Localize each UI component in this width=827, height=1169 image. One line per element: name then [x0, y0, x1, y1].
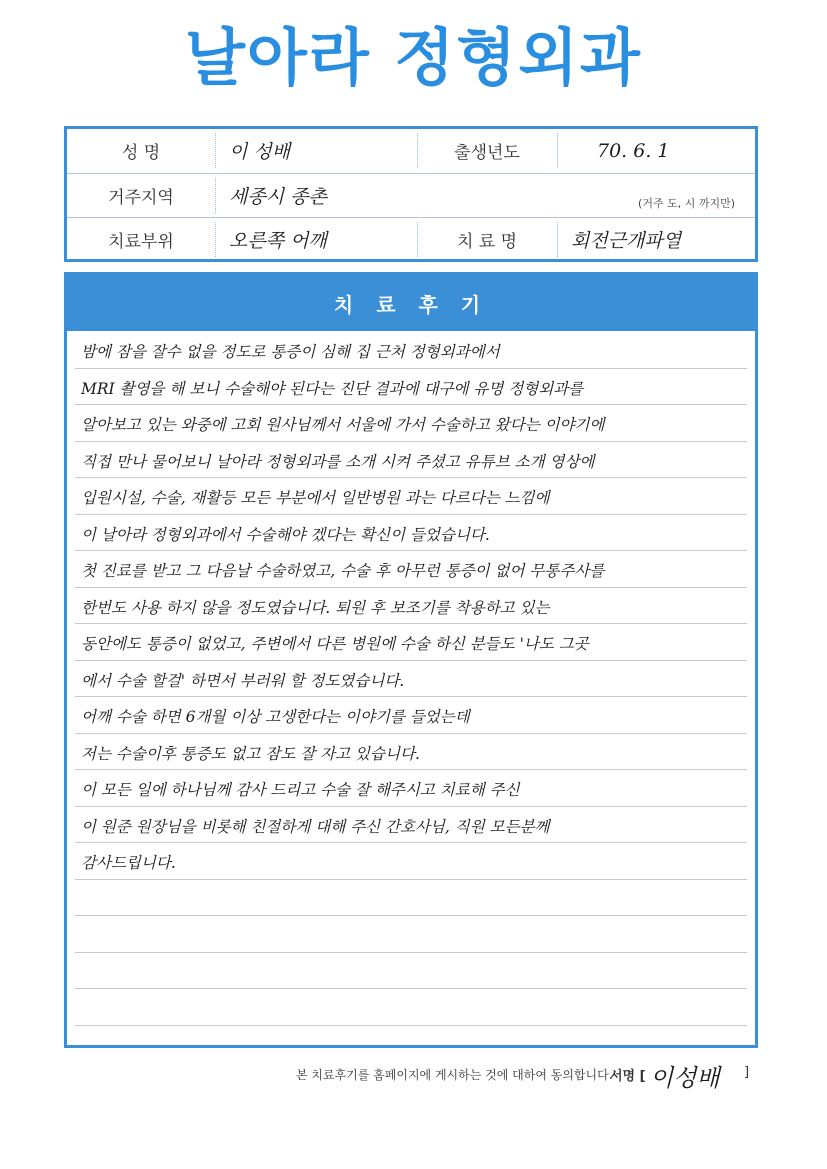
review-lines — [67, 331, 755, 1045]
birth-label: 출생년도 — [454, 143, 520, 163]
ruled-line — [75, 1025, 747, 1026]
ruled-line — [75, 988, 747, 989]
review-line: 동안에도 통증이 없었고, 주변에서 다른 병원에 수술 하신 분들도 '나도 그곳 — [81, 635, 589, 653]
review-line: MRI 촬영을 해 보니 수술해야 된다는 진단 결과에 대구에 유명 정형외과를 — [81, 379, 584, 398]
ruled-line — [75, 915, 747, 916]
ruled-line — [75, 952, 747, 953]
review-line: 입원시설, 수술, 재활등 모든 부분에서 일반병원 과는 다르다는 느낌에 — [81, 489, 550, 507]
review-line: 첫 진료를 받고 그 다음날 수술하였고, 수술 후 아무런 통증이 없어 무통주사를 — [81, 562, 605, 580]
review-heading: 치 료 후 기 — [67, 275, 755, 331]
diagnosis-value: 회전근개파열 — [571, 230, 682, 252]
review-line: 밤에 잠을 잘수 없을 정도로 통증이 심해 집 근처 정형외과에서 — [81, 343, 500, 361]
review-line: 어깨 수술 하면 6개월 이상 고생한다는 이야기를 들었는데 — [81, 708, 470, 726]
info-row-name — [67, 129, 755, 172]
consent-text: 본 치료후기를 홈페이지에 게시하는 것에 대하여 동의합니다. — [296, 1068, 613, 1082]
region-label: 거주지역 — [108, 188, 174, 208]
region-note: (거주 도, 시 까지만) — [638, 196, 735, 210]
info-row-treatment — [67, 217, 755, 261]
treatment-part-label: 치료부위 — [108, 232, 174, 252]
review-line: 저는 수술이후 통증도 없고 잠도 잘 자고 있습니다. — [81, 744, 420, 763]
review-line: 이 모든 일에 하나님께 감사 드리고 수술 잘 해주시고 치료해 주신 — [81, 781, 520, 799]
patient-info-table — [64, 126, 758, 262]
info-row-region — [67, 173, 755, 217]
review-line: 알아보고 있는 와중에 고회 원사님께서 서울에 가서 수술하고 왔다는 이야기에 — [81, 416, 605, 434]
signature-close-bracket: ] — [744, 1065, 750, 1080]
signature-value: 이성배 — [650, 1064, 720, 1092]
birth-value: 70. 6. 1 — [597, 139, 670, 162]
treatment-part-value: 오른쪽 어깨 — [229, 230, 327, 252]
review-line: 직접 만나 물어보니 날아라 정형외과를 소개 시켜 주셨고 유튜브 소개 영상에 — [81, 452, 595, 471]
signature-label: 서명 [ — [610, 1069, 646, 1084]
name-value: 이 성배 — [229, 141, 291, 163]
region-value: 세종시 종촌 — [229, 186, 327, 208]
review-line: 이 원준 원장님을 비롯해 친절하게 대해 주신 간호사님, 직원 모든분께 — [81, 817, 550, 836]
page-title: 날아라 정형외과 — [185, 21, 642, 94]
diagnosis-label: 치 료 명 — [456, 232, 518, 252]
review-box — [64, 272, 758, 1048]
review-line: 이 날아라 정형외과에서 수술해야 겠다는 확신이 들었습니다. — [81, 525, 490, 544]
review-line: 에서 수술 할걸' 하면서 부러워 할 정도였습니다. — [81, 671, 405, 690]
review-line: 감사드립니다. — [81, 854, 176, 872]
review-line: 한번도 사용 하지 않을 정도였습니다. 퇴원 후 보조기를 착용하고 있는 — [81, 598, 550, 617]
name-label: 성 명 — [121, 143, 161, 163]
